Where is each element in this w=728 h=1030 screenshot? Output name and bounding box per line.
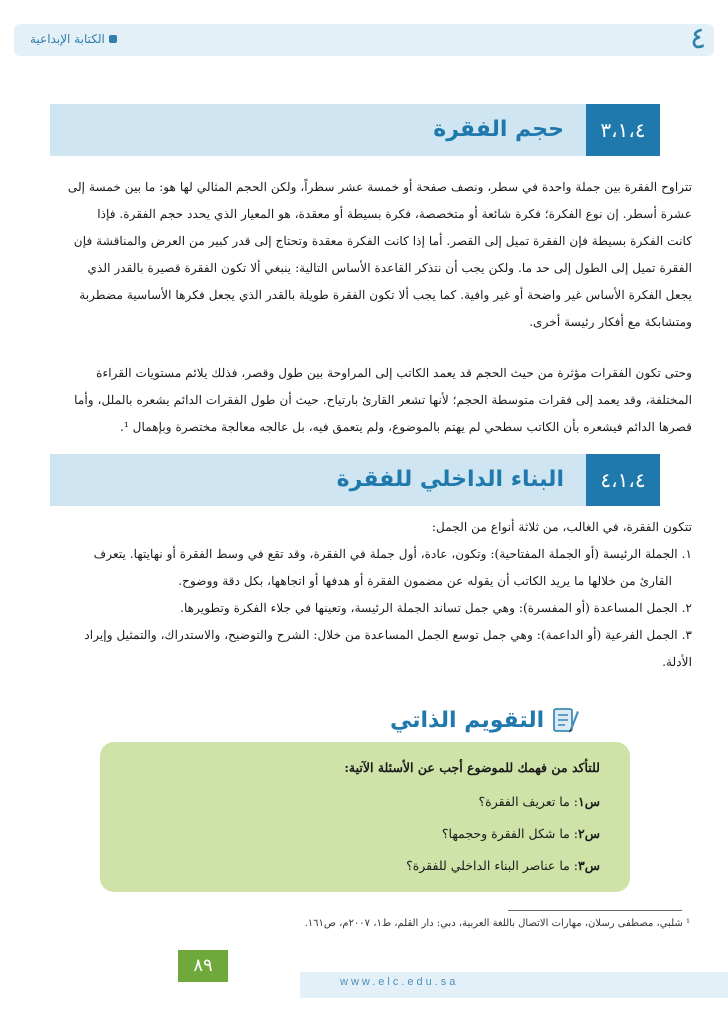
header-bar <box>14 24 714 56</box>
self-assessment-heading <box>390 702 580 738</box>
section-number: ٣،١،٤ <box>586 104 660 156</box>
footnote-divider <box>508 910 682 911</box>
section-heading-structure <box>50 454 660 506</box>
chapter-number: ٤ <box>689 21 707 56</box>
website-link[interactable]: www.elc.edu.sa <box>340 976 459 988</box>
question-item <box>479 794 600 809</box>
section-heading-size <box>50 104 660 156</box>
text-line: الفقرة تميل إلى الطول إلى حد ما. ولكن يجب أن نتذكر القاعدة الأساس التالية: ينبغي ألا تكون الفقرة قصيرة بالقدر الذي <box>87 261 692 275</box>
text-line: الأدلة. <box>662 655 692 669</box>
questions-intro: للتأكد من فهمك للموضوع أجب عن الأسئلة الآتية: <box>344 760 600 775</box>
questions-box <box>100 742 630 892</box>
text-line: القارئ من خلالها ما يريد الكاتب أن يقوله عن مضمون الفقرة أو هدفها أو اتجاهها، بكل دقة ووضوح. <box>178 574 672 588</box>
book-title <box>30 32 117 46</box>
page-number: ٨٩ <box>178 950 228 982</box>
question-label: س٢ <box>578 826 600 841</box>
text-line: تتراوح الفقرة بين جملة واحدة في سطر، ونصف صفحة أو خمسة عشر سطراً، ولكن الحجم المثالي لها هو: ما بين خمسة إلى <box>67 180 692 194</box>
question-item <box>442 826 600 841</box>
text-line: ٣. الجمل الفرعية (أو الداعمة): وهي جمل توسع الجمل المساعدة من خلال: الشرح والتوضيح، والاستدراك، والتمثيل وإيراد <box>84 628 692 642</box>
self-assessment-title: التقويم الذاتي <box>390 707 545 733</box>
question-text: : ما شكل الفقرة وحجمها؟ <box>441 826 579 841</box>
text-line: عشرة أسطر. إن نوع الفكرة؛ فكرة شائعة أو متخصصة، فكرة بسيطة أو معقدة، هو المعيار الذي يحدد حجم الفقرة. فإذا <box>97 207 692 221</box>
question-item <box>406 858 600 873</box>
question-text: : ما تعريف الفقرة؟ <box>478 794 579 809</box>
text-line: ١. الجملة الرئيسة (أو الجملة المفتاحية): وتكون، عادة، أول جملة في الفقرة، وقد تقع في وسط الفقرة أو نهايتها. يتعرف <box>93 547 692 561</box>
text-line: ومتشابكة مع أفكار رئيسة أخرى. <box>529 315 692 329</box>
paragraph-size-1 <box>38 174 692 336</box>
book-title-text: الكتابة الإبداعية <box>30 32 105 46</box>
text-line: تتكون الفقرة، في الغالب، من ثلاثة أنواع من الجمل: <box>431 520 692 534</box>
paragraph-structure <box>38 514 692 676</box>
question-label: س٣ <box>578 858 600 873</box>
bullet-icon <box>109 35 117 43</box>
text-line: المختلفة، وقد يعمد إلى فقرات متوسطة الحجم؛ لأنها تشعر القارئ بارتياح. حيث أن طول الفقرات الدائم يشعره بالملل، وأما <box>74 393 692 407</box>
text-line: ٢. الجمل المساعدة (أو المفسرة): وهي جمل تساند الجملة الرئيسة، وتعينها في جلاء الفكرة وتطويرها. <box>180 601 692 615</box>
section-number: ٤،١،٤ <box>586 454 660 506</box>
question-label: س١ <box>578 794 600 809</box>
question-text: : ما عناصر البناء الداخلي للفقرة؟ <box>406 858 579 873</box>
footnote: ¹ شلبي، مصطفى رسلان، مهارات الاتصال باللغة العربية، دبي: دار القلم، ط١، ٢٠٠٧م، ص١٦١. <box>304 918 690 929</box>
section-title: حجم الفقرة <box>433 117 564 142</box>
text-line: يجعل الفكرة الأساس غير واضحة أو غير وافية. كما يجب ألا تكون الفقرة طويلة بالقدر الذي يجعل فكرها الأساسية مضطربة <box>79 288 692 302</box>
checklist-pencil-icon <box>552 705 580 735</box>
paragraph-size-2 <box>38 360 692 441</box>
text-line: كانت الفكرة بسيطة فإن الفقرة تميل إلى القصر. أما إذا كانت الفكرة معقدة وتحتاج إلى قدر كبير من العرض والمناقشة فإن <box>73 234 692 248</box>
text-line: وحتى تكون الفقرات مؤثرة من حيث الحجم قد يعمد الكاتب إلى المراوحة بين طول وقصر، فذلك يلائم مستويات القراءة <box>96 366 692 380</box>
text-line: قصرها الدائم فيشعره بأن الكاتب سطحي لم يهتم بالموضوع، ولم يتعمق فيه، بل عالجه معالجة مختصرة وبإهمال ¹. <box>119 420 692 434</box>
section-title: البناء الداخلي للفقرة <box>336 467 564 492</box>
